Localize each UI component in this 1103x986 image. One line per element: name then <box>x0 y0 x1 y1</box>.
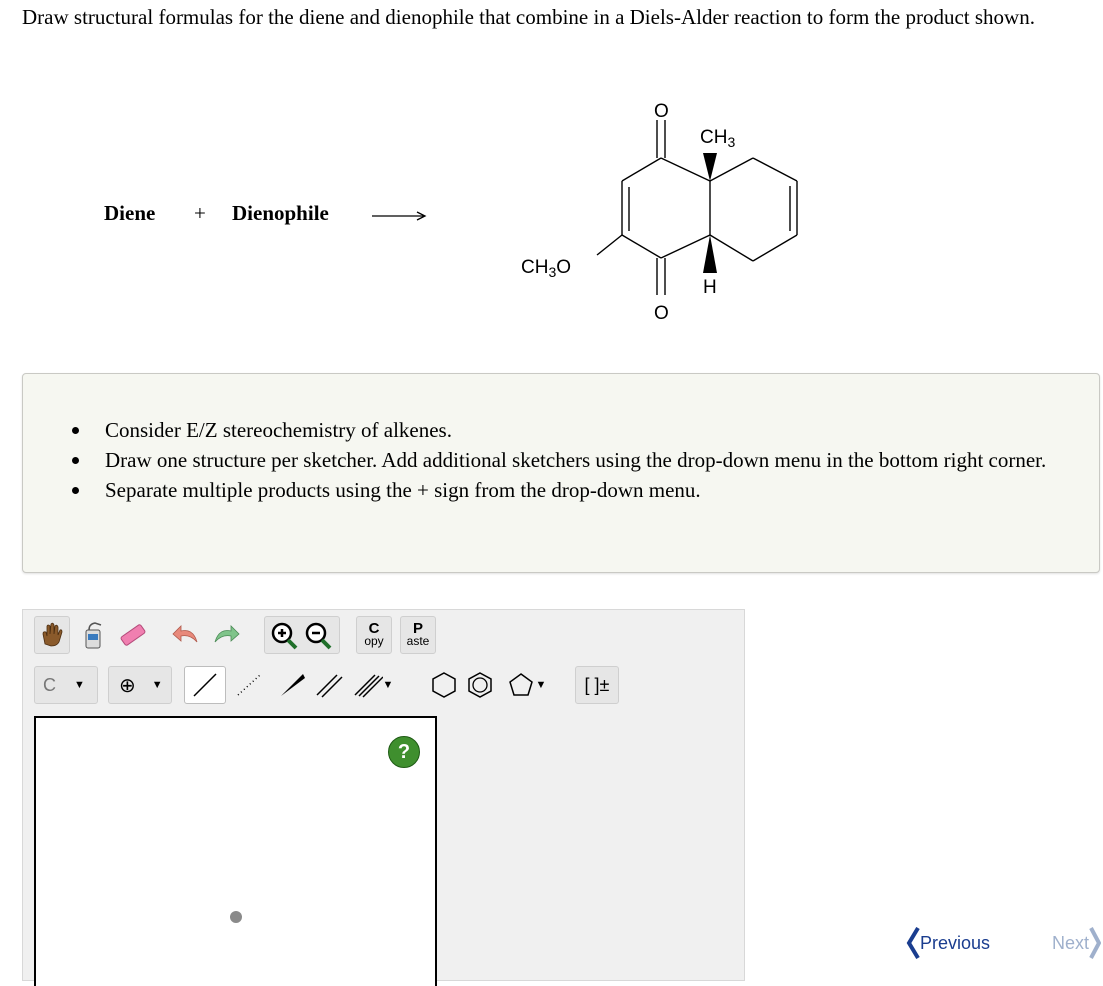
benzene-tool[interactable] <box>462 666 498 704</box>
product-structure <box>505 95 815 335</box>
chevron-left-icon <box>906 927 920 959</box>
instruction-item: Separate multiple products using the + sign from the drop-down menu. <box>105 475 1085 505</box>
bottom-oxygen-label: O <box>654 303 669 324</box>
element-selected: C <box>43 674 56 695</box>
single-bond-tool[interactable] <box>184 666 226 704</box>
double-bond-tool[interactable] <box>311 666 347 704</box>
single-bond-icon <box>190 671 220 699</box>
question-text: Draw structural formulas for the diene and dienophile that combine in a Diels-Alder reaction to form the product shown. <box>22 5 1035 29</box>
dashed-bond-icon <box>234 671 264 699</box>
double-bond-icon <box>314 671 344 699</box>
chevron-down-icon: ▼ <box>535 679 547 691</box>
plus-sign: + <box>194 201 206 225</box>
cyclopentane-dropdown[interactable] <box>500 666 552 704</box>
element-dropdown[interactable] <box>34 666 98 704</box>
help-button[interactable]: ? <box>388 736 420 768</box>
chevron-right-icon <box>1089 927 1101 959</box>
wedge-bond-tool[interactable] <box>273 666 311 704</box>
paste-button[interactable] <box>400 616 436 654</box>
copy-button[interactable] <box>356 616 392 654</box>
methoxy-label: CH3O <box>521 257 572 280</box>
redo-icon[interactable] <box>208 616 244 654</box>
wedge-bond-icon <box>277 671 307 699</box>
next-button[interactable] <box>1052 927 1101 959</box>
diene-label: Diene <box>104 201 156 225</box>
hand-tool-icon[interactable] <box>34 616 70 654</box>
zoom-out-icon[interactable] <box>302 620 336 650</box>
structure-sketcher <box>22 609 745 981</box>
chevron-down-icon: ▼ <box>151 679 163 691</box>
instruction-item: Draw one structure per sketcher. Add additional sketchers using the drop-down menu in the bottom right corner. <box>105 445 1085 475</box>
instructions-list <box>105 415 1085 505</box>
eraser-icon[interactable] <box>114 616 150 654</box>
instructions-panel <box>22 373 1100 573</box>
paste-label-bottom: aste <box>406 634 430 648</box>
dienophile-label: Dienophile <box>232 201 329 225</box>
cyclopentane-icon <box>506 670 536 700</box>
copy-label-top: C <box>368 620 380 637</box>
charge-icon: ⊕ <box>119 674 136 697</box>
drawing-canvas[interactable] <box>34 716 437 986</box>
reaction-arrow <box>372 210 430 222</box>
instruction-item: Consider E/Z stereochemistry of alkenes. <box>105 415 1085 445</box>
charge-dropdown[interactable] <box>108 666 172 704</box>
triple-bond-icon <box>353 671 383 699</box>
cyclohexane-icon <box>429 670 459 700</box>
zoom-in-icon[interactable] <box>268 620 302 650</box>
paste-label-top: P <box>412 620 423 637</box>
copy-label-bottom: opy <box>364 634 384 648</box>
hydrogen-label: H <box>703 277 717 298</box>
bracket-tool[interactable] <box>575 666 619 704</box>
triple-bond-dropdown[interactable] <box>347 666 399 704</box>
cyclohexane-tool[interactable] <box>426 666 462 704</box>
previous-label: Previous <box>920 932 991 953</box>
chevron-down-icon: ▼ <box>74 679 85 691</box>
canvas-cursor-dot <box>230 911 242 923</box>
methyl-label: CH3 <box>700 127 736 150</box>
top-oxygen-label: O <box>654 101 669 122</box>
eraser-bottle-icon[interactable] <box>74 616 110 654</box>
benzene-icon <box>465 670 495 700</box>
bracket-label: [ ]± <box>584 674 610 695</box>
undo-icon[interactable] <box>168 616 204 654</box>
dashed-bond-tool[interactable] <box>230 666 268 704</box>
zoom-controls <box>264 616 340 654</box>
chevron-down-icon: ▼ <box>382 679 394 691</box>
next-label: Next <box>1052 932 1090 953</box>
previous-button[interactable] <box>906 927 990 959</box>
